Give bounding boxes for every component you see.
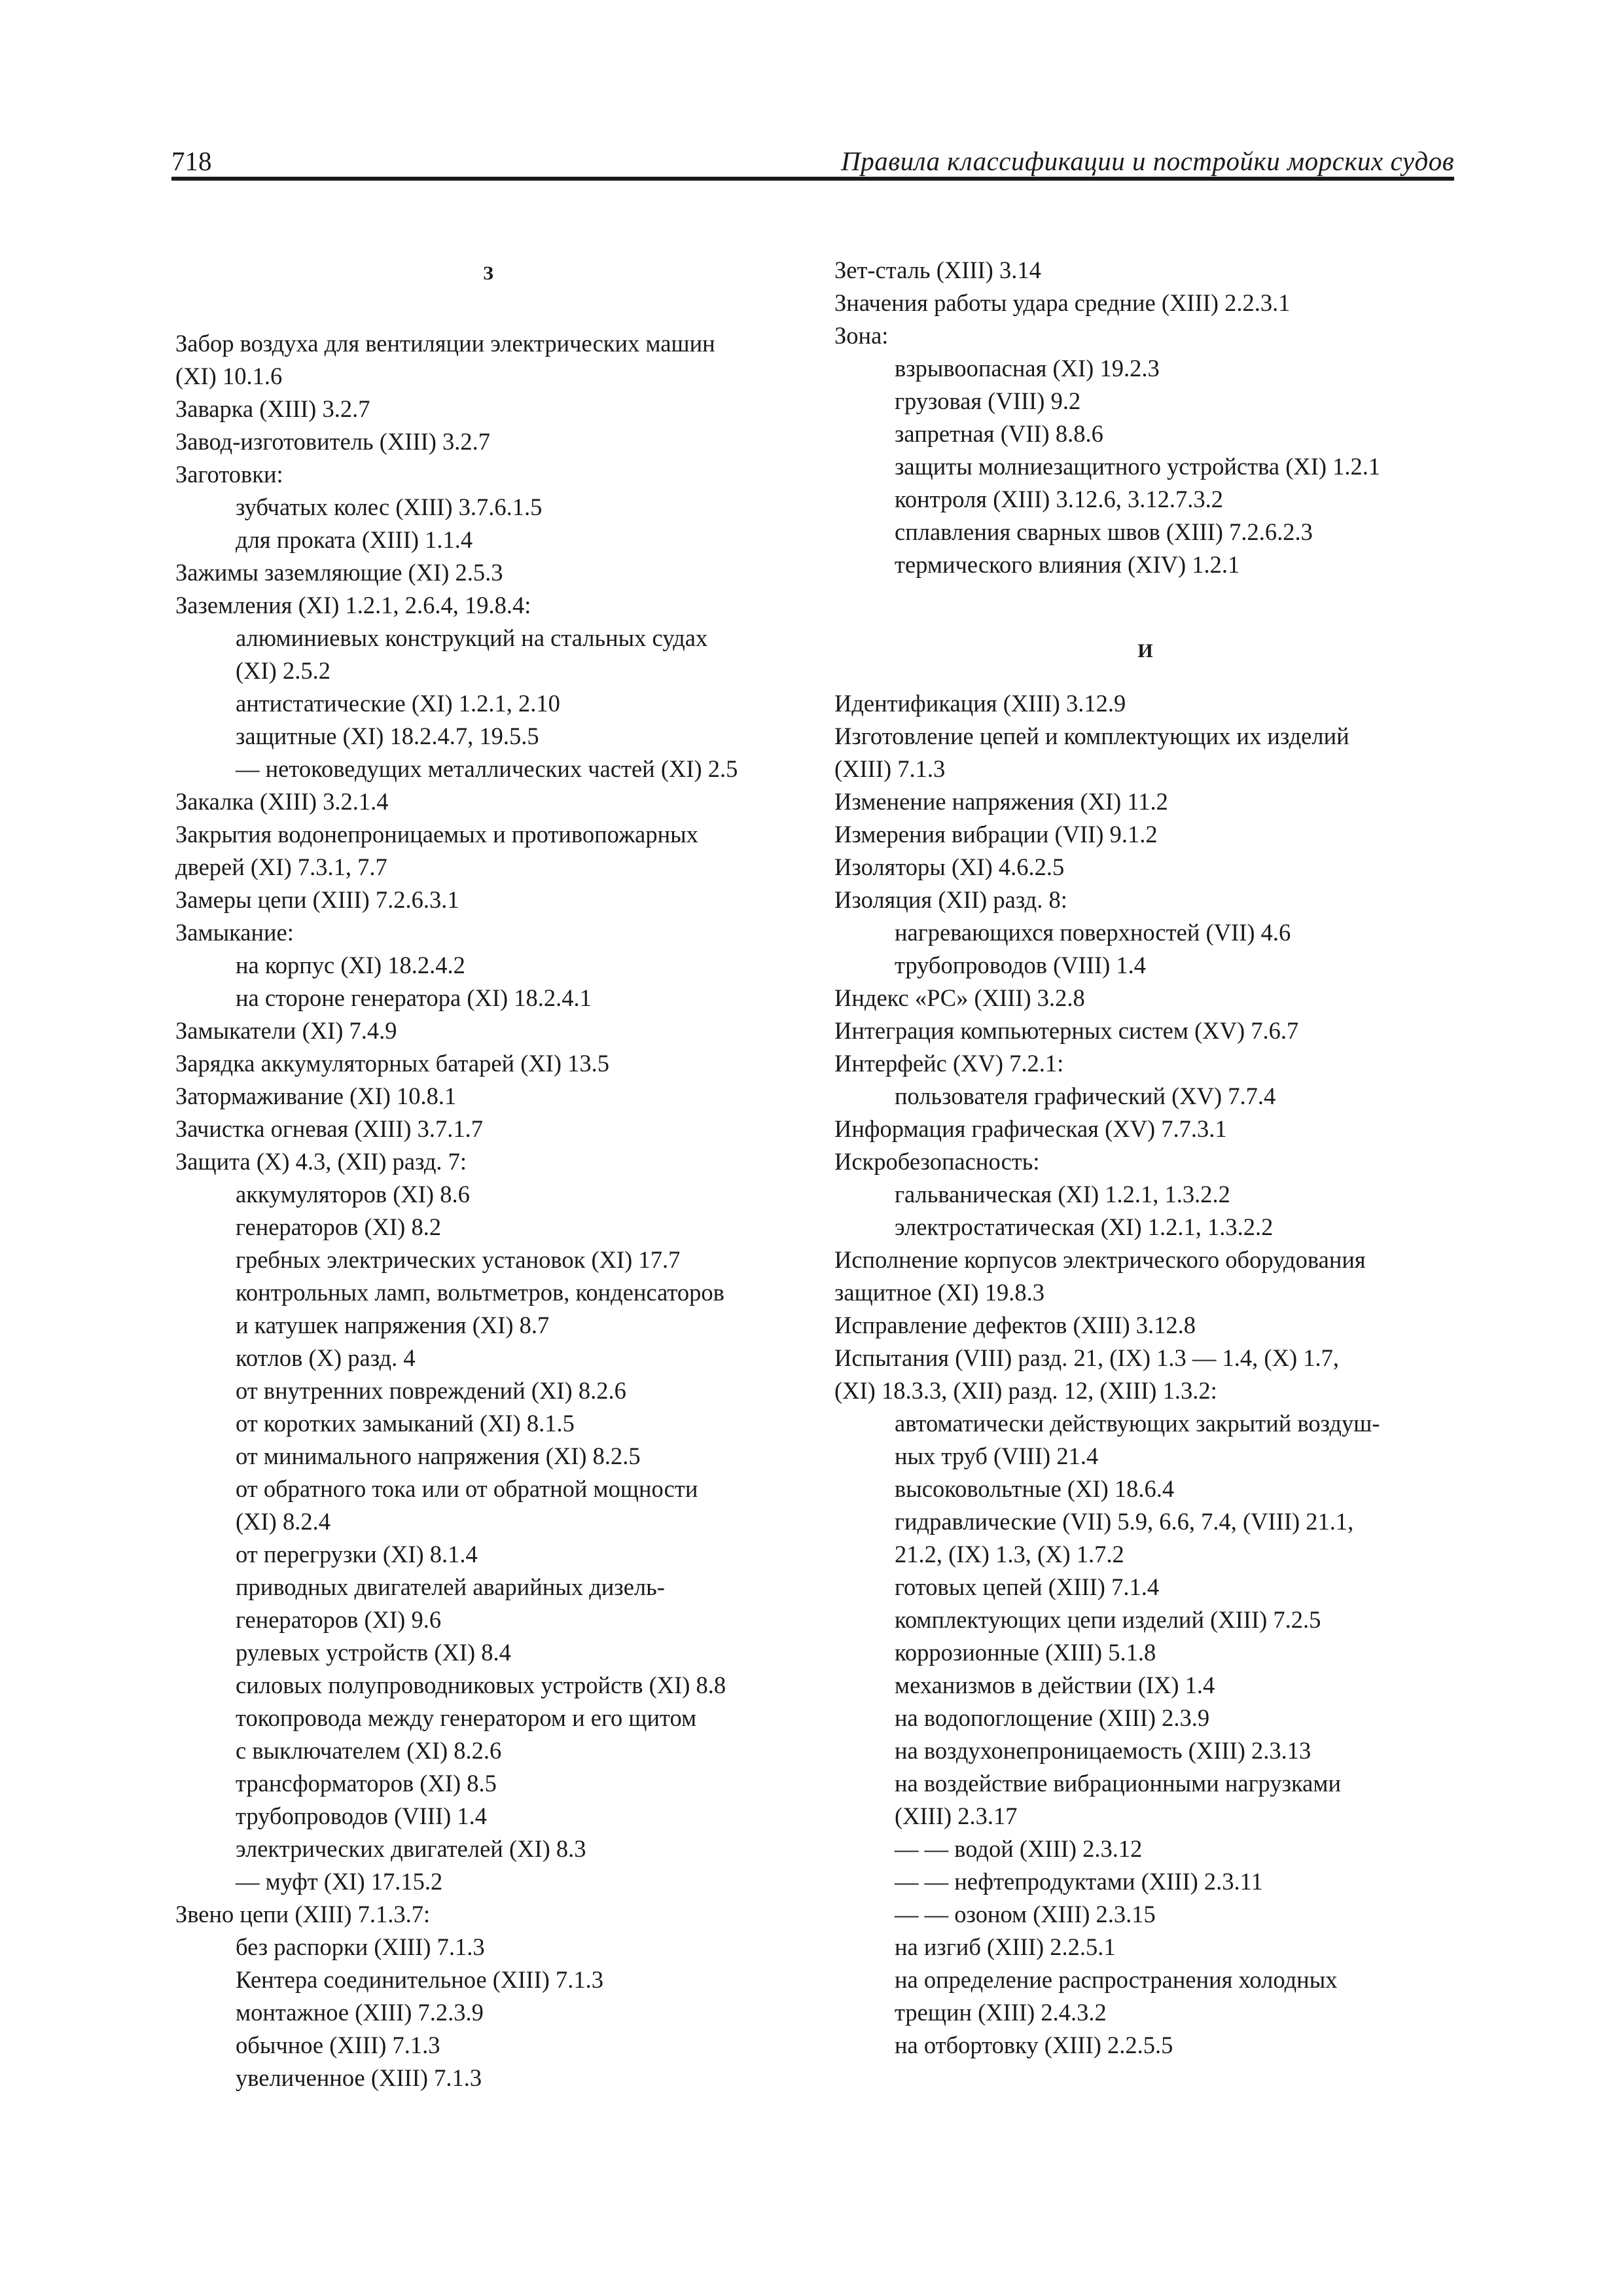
index-entry: Закрытия водонепроницаемых и противопожарных xyxy=(175,821,698,848)
index-subentry: на отбортовку (XIII) 2.2.5.5 xyxy=(895,2032,1173,2058)
index-entry: Информация графическая (XV) 7.7.3.1 xyxy=(834,1115,1227,1142)
index-subentry: трещин (XIII) 2.4.3.2 xyxy=(895,1999,1107,2026)
index-subentry: трансформаторов (XI) 8.5 xyxy=(236,1770,497,1797)
index-entry: Замеры цепи (XIII) 7.2.6.3.1 xyxy=(175,886,459,913)
page-header xyxy=(171,143,1454,179)
index-subentry: рулевых устройств (XI) 8.4 xyxy=(236,1639,511,1666)
index-subentry: с выключателем (XI) 8.2.6 xyxy=(236,1737,502,1764)
index-entry: Зет-сталь (XIII) 3.14 xyxy=(834,257,1041,283)
index-entry: Индекс «РС» (XIII) 3.2.8 xyxy=(834,984,1085,1011)
index-entry: Изменение напряжения (XI) 11.2 xyxy=(834,788,1168,815)
section-letter-z: З xyxy=(483,262,493,284)
index-subentry: (XI) 8.2.4 xyxy=(236,1508,330,1535)
index-subentry: антистатические (XI) 1.2.1, 2.10 xyxy=(236,690,560,717)
index-entry: Затормаживание (XI) 10.8.1 xyxy=(175,1083,457,1109)
index-entry: Завод-изготовитель (XIII) 3.2.7 xyxy=(175,428,491,455)
index-entry: Изготовление цепей и комплектующих их изделий xyxy=(834,723,1349,749)
index-entry: защитное (XI) 19.8.3 xyxy=(834,1279,1044,1306)
index-entry: (XI) 10.1.6 xyxy=(175,363,283,389)
index-entry: Изоляция (XII) разд. 8: xyxy=(834,886,1067,913)
index-subentry: алюминиевых конструкций на стальных судах xyxy=(236,624,708,651)
index-subentry: — — водой (XIII) 2.3.12 xyxy=(895,1835,1143,1862)
index-subentry: на определение распространения холодных xyxy=(895,1966,1338,1993)
index-subentry: ных труб (VIII) 21.4 xyxy=(895,1443,1099,1469)
index-subentry: генераторов (XI) 9.6 xyxy=(236,1606,442,1633)
index-entry: Забор воздуха для вентиляции электрических машин xyxy=(175,330,715,357)
index-subentry: высоковольтные (XI) 18.6.4 xyxy=(895,1475,1175,1502)
index-subentry: и катушек напряжения (XI) 8.7 xyxy=(236,1312,550,1338)
index-subentry: электростатическая (XI) 1.2.1, 1.3.2.2 xyxy=(895,1213,1274,1240)
index-subentry: на изгиб (XIII) 2.2.5.1 xyxy=(895,1933,1116,1960)
index-subentry: 21.2, (IX) 1.3, (X) 1.7.2 xyxy=(895,1541,1124,1568)
index-subentry: — муфт (XI) 17.15.2 xyxy=(236,1868,443,1895)
index-subentry: гальваническая (XI) 1.2.1, 1.3.2.2 xyxy=(895,1181,1230,1208)
index-subentry: без распорки (XIII) 7.1.3 xyxy=(236,1933,485,1960)
index-list-left xyxy=(175,327,801,2094)
index-subentry: на воздействие вибрационными нагрузками xyxy=(895,1770,1342,1797)
index-entry: (XI) 18.3.3, (XII) разд. 12, (XIII) 1.3.2: xyxy=(834,1377,1217,1404)
index-subentry: трубопроводов (VIII) 1.4 xyxy=(895,952,1147,978)
index-subentry: контроля (XIII) 3.12.6, 3.12.7.3.2 xyxy=(895,486,1223,512)
index-subentry: коррозионные (XIII) 5.1.8 xyxy=(895,1639,1156,1666)
index-entry: Значения работы удара средние (XIII) 2.2.3.1 xyxy=(834,289,1291,316)
index-subentry: от внутренних повреждений (XI) 8.2.6 xyxy=(236,1377,626,1404)
index-subentry: запретная (VII) 8.8.6 xyxy=(895,420,1103,447)
right-column xyxy=(834,254,1456,2062)
index-subentry: комплектующих цепи изделий (XIII) 7.2.5 xyxy=(895,1606,1321,1633)
index-subentry: — — нефтепродуктами (XIII) 2.3.11 xyxy=(895,1868,1263,1895)
index-subentry: обычное (XIII) 7.1.3 xyxy=(236,2032,440,2058)
index-subentry: зубчатых колес (XIII) 3.7.6.1.5 xyxy=(236,493,543,520)
index-subentry: трубопроводов (VIII) 1.4 xyxy=(236,1803,488,1829)
index-subentry: (XI) 2.5.2 xyxy=(236,657,330,684)
index-subentry: силовых полупроводниковых устройств (XI) 8.8 xyxy=(236,1672,726,1698)
index-subentry: приводных двигателей аварийных дизель- xyxy=(236,1573,665,1600)
index-subentry: на воздухонепроницаемость (XIII) 2.3.13 xyxy=(895,1737,1311,1764)
index-entry: Испытания (VIII) разд. 21, (IX) 1.3 — 1.4, (X) 1.7, xyxy=(834,1344,1339,1371)
header-rule xyxy=(171,177,1454,181)
index-entry: Заварка (XIII) 3.2.7 xyxy=(175,395,370,422)
left-column xyxy=(175,254,801,2094)
index-entry: Заземления (XI) 1.2.1, 2.6.4, 19.8.4: xyxy=(175,592,531,619)
index-subentry: от обратного тока или от обратной мощности xyxy=(236,1475,698,1502)
index-subentry: защитные (XI) 18.2.4.7, 19.5.5 xyxy=(236,723,539,749)
index-entry: Звено цепи (XIII) 7.1.3.7: xyxy=(175,1901,431,1928)
index-entry: Замыкатели (XI) 7.4.9 xyxy=(175,1017,397,1044)
index-subentry: гидравлические (VII) 5.9, 6.6, 7.4, (VIII) 21.1, xyxy=(895,1508,1354,1535)
index-subentry: защиты молниезащитного устройства (XI) 1.2.1 xyxy=(895,453,1381,480)
index-entry: Зачистка огневая (XIII) 3.7.1.7 xyxy=(175,1115,484,1142)
index-entry: Зарядка аккумуляторных батарей (XI) 13.5 xyxy=(175,1050,610,1077)
index-entry: Интеграция компьютерных систем (XV) 7.6.7 xyxy=(834,1017,1299,1044)
index-subentry: грузовая (VIII) 9.2 xyxy=(895,387,1081,414)
index-subentry: на стороне генератора (XI) 18.2.4.1 xyxy=(236,984,592,1011)
index-subentry: автоматически действующих закрытий воздуш- xyxy=(895,1410,1380,1437)
index-subentry: монтажное (XIII) 7.2.3.9 xyxy=(236,1999,484,2026)
index-subentry: Кентера соединительное (XIII) 7.1.3 xyxy=(236,1966,604,1993)
index-subentry: котлов (X) разд. 4 xyxy=(236,1344,416,1371)
section-letter-i: И xyxy=(1137,640,1153,662)
index-entry: Интерфейс (XV) 7.2.1: xyxy=(834,1050,1064,1077)
index-subentry: от минимального напряжения (XI) 8.2.5 xyxy=(236,1443,641,1469)
index-entry: Закалка (XIII) 3.2.1.4 xyxy=(175,788,389,815)
index-subentry: генераторов (XI) 8.2 xyxy=(236,1213,442,1240)
index-subentry: контрольных ламп, вольтметров, конденсаторов xyxy=(236,1279,724,1306)
index-entry: Замыкание: xyxy=(175,919,294,946)
index-subentry: сплавления сварных швов (XIII) 7.2.6.2.3 xyxy=(895,518,1313,545)
index-entry: дверей (XI) 7.3.1, 7.7 xyxy=(175,853,387,880)
index-list-right-top xyxy=(834,254,1456,581)
index-subentry: механизмов в действии (IX) 1.4 xyxy=(895,1672,1215,1698)
index-subentry: (XIII) 2.3.17 xyxy=(895,1803,1018,1829)
index-subentry: на корпус (XI) 18.2.4.2 xyxy=(236,952,465,978)
index-subentry: — нетоковедущих металлических частей (XI) 2.5 xyxy=(236,755,738,782)
index-subentry: от перегрузки (XI) 8.1.4 xyxy=(236,1541,478,1568)
index-subentry: электрических двигателей (XI) 8.3 xyxy=(236,1835,586,1862)
index-subentry: гребных электрических установок (XI) 17.7 xyxy=(236,1246,681,1273)
index-subentry: на водопоглощение (XIII) 2.3.9 xyxy=(895,1704,1210,1731)
index-entry: Исполнение корпусов электрического оборудования xyxy=(834,1246,1366,1273)
index-subentry: готовых цепей (XIII) 7.1.4 xyxy=(895,1573,1160,1600)
index-subentry: термического влияния (XIV) 1.2.1 xyxy=(895,551,1240,578)
index-subentry: увеличенное (XIII) 7.1.3 xyxy=(236,2064,482,2091)
index-entry: Зона: xyxy=(834,322,889,349)
index-subentry: от коротких замыканий (XI) 8.1.5 xyxy=(236,1410,575,1437)
index-subentry: для проката (XIII) 1.1.4 xyxy=(236,526,473,553)
index-subentry: — — озоном (XIII) 2.3.15 xyxy=(895,1901,1156,1928)
index-entry: (XIII) 7.1.3 xyxy=(834,755,946,782)
index-entry: Искробезопасность: xyxy=(834,1148,1040,1175)
index-entry: Исправление дефектов (XIII) 3.12.8 xyxy=(834,1312,1196,1338)
index-entry: Измерения вибрации (VII) 9.1.2 xyxy=(834,821,1158,848)
index-subentry: взрывоопасная (XI) 19.2.3 xyxy=(895,355,1160,382)
index-subentry: токопровода между генератором и его щитом xyxy=(236,1704,697,1731)
index-subentry: пользователя графический (XV) 7.7.4 xyxy=(895,1083,1276,1109)
index-entry: Идентификация (XIII) 3.12.9 xyxy=(834,690,1126,717)
index-subentry: аккумуляторов (XI) 8.6 xyxy=(236,1181,470,1208)
index-entry: Защита (X) 4.3, (XII) разд. 7: xyxy=(175,1148,467,1175)
index-entry: Заготовки: xyxy=(175,461,283,488)
page-number: 718 xyxy=(171,146,212,176)
index-list-right xyxy=(834,687,1456,2062)
index-entry: Зажимы заземляющие (XI) 2.5.3 xyxy=(175,559,503,586)
index-subentry: нагревающихся поверхностей (VII) 4.6 xyxy=(895,919,1291,946)
index-entry: Изоляторы (XI) 4.6.2.5 xyxy=(834,853,1065,880)
running-title: Правила классификации и постройки морских судов xyxy=(841,146,1454,176)
